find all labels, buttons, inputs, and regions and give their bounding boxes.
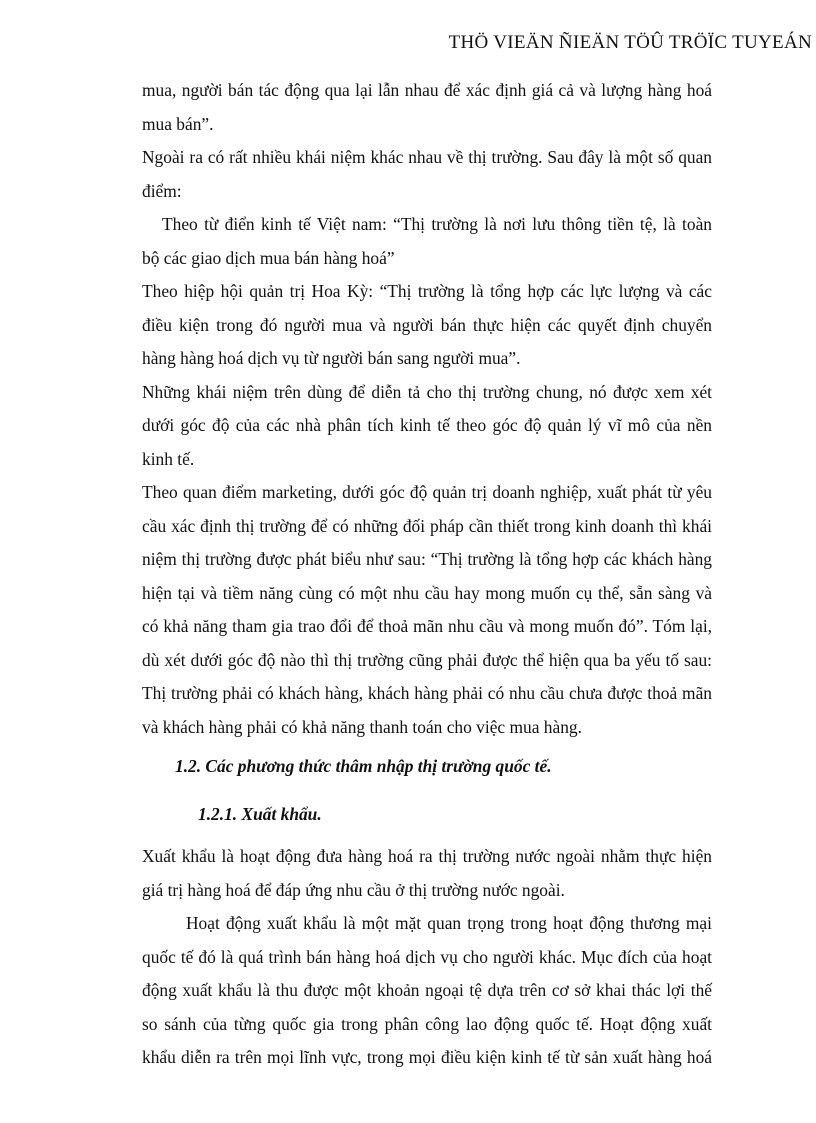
paragraph-5 bbox=[142, 376, 712, 477]
text-line: dưới góc độ của các nhà phân tích kinh tế theo góc độ quản lý vĩ mô của nền bbox=[142, 415, 712, 435]
paragraph-4 bbox=[142, 275, 712, 376]
text-line: điều kiện trong đó người mua và người bán thực hiện các quyết định chuyển bbox=[142, 314, 712, 335]
text-line: so sánh của từng quốc gia trong phân công lao động quốc tế. Hoạt động xuất bbox=[142, 1013, 712, 1034]
text-line: niệm thị trường được phát biểu như sau: “Thị trường là tổng hợp các khách hàng bbox=[142, 549, 712, 569]
document-body bbox=[142, 74, 712, 1075]
paragraph-3 bbox=[142, 208, 712, 275]
text-line: bộ các giao dịch mua bán hàng hoá” bbox=[142, 247, 395, 268]
text-line: có khả năng tham gia trao đổi để thoả mãn nhu cầu và mong muốn đó”. Tóm lại, bbox=[142, 616, 712, 636]
subsection-heading: 1.2.1. Xuất khẩu. bbox=[198, 803, 322, 824]
text-line: Theo từ điển kinh tế Việt nam: “Thị trường là nơi lưu thông tiền tệ, là toàn bbox=[162, 214, 712, 234]
paragraph-6 bbox=[142, 476, 712, 744]
paragraph-7 bbox=[142, 840, 712, 907]
text-line: khẩu diễn ra trên mọi lĩnh vực, trong mọi điều kiện kinh tế từ sản xuất hàng hoá bbox=[142, 1047, 712, 1067]
text-line: Ngoài ra có rất nhiều khái niệm khác nhau về thị trường. Sau đây là một số quan bbox=[142, 147, 712, 167]
text-line: hiện tại và tiềm năng cùng có một nhu cầu hay mong muốn cụ thể, sẵn sàng và bbox=[142, 582, 712, 603]
paragraph-8 bbox=[142, 907, 712, 1075]
text-line: Những khái niệm trên dùng để diễn tả cho thị trường chung, nó được xem xét bbox=[142, 381, 712, 402]
page-header: THÖ VIEÄN ÑIEÄN TÖÛ TRÖÏC TUYEÁN bbox=[448, 32, 812, 53]
text-line: Theo quan điểm marketing, dưới góc độ quản trị doanh nghiệp, xuất phát từ yêu bbox=[142, 482, 712, 502]
text-line: cầu xác định thị trường để có những đối pháp cần thiết trong kinh doanh thì khái bbox=[142, 515, 712, 536]
text-line: mua bán”. bbox=[142, 113, 214, 134]
section-heading: 1.2. Các phương thức thâm nhập thị trường quốc tế. bbox=[175, 756, 552, 776]
text-line: dù xét dưới góc độ nào thì thị trường cũng phải được thể hiện qua ba yếu tố sau: bbox=[142, 649, 712, 670]
text-line: hàng hàng hoá dịch vụ từ người bán sang người mua”. bbox=[142, 348, 521, 368]
text-line: Thị trường phải có khách hàng, khách hàng phải có nhu cầu chưa được thoả mãn bbox=[142, 683, 712, 703]
paragraph-2 bbox=[142, 141, 712, 208]
text-line: Theo hiệp hội quản trị Hoa Kỳ: “Thị trường là tổng hợp các lực lượng và các bbox=[142, 281, 712, 301]
text-line: kinh tế. bbox=[142, 448, 195, 469]
text-line: điểm: bbox=[142, 180, 182, 201]
paragraph-1 bbox=[142, 74, 712, 141]
text-line: mua, người bán tác động qua lại lẫn nhau để xác định giá cả và lượng hàng hoá bbox=[142, 80, 712, 100]
text-line: động xuất khẩu là thu được một khoản ngoại tệ dựa trên cơ sở khai thác lợi thế bbox=[142, 980, 712, 1000]
text-line: quốc tế đó là quá trình bán hàng hoá dịch vụ cho người khác. Mục đích của hoạt bbox=[142, 946, 712, 967]
text-line: và khách hàng phải có khả năng thanh toán cho việc mua hàng. bbox=[142, 716, 582, 737]
text-line: giá trị hàng hoá để đáp ứng nhu cầu ở thị trường nước ngoài. bbox=[142, 879, 565, 900]
text-line: Hoạt động xuất khẩu là một mặt quan trọng trong hoạt động thương mại bbox=[186, 913, 712, 933]
text-line: Xuất khẩu là hoạt động đưa hàng hoá ra thị trường nước ngoài nhằm thực hiện bbox=[142, 846, 712, 866]
